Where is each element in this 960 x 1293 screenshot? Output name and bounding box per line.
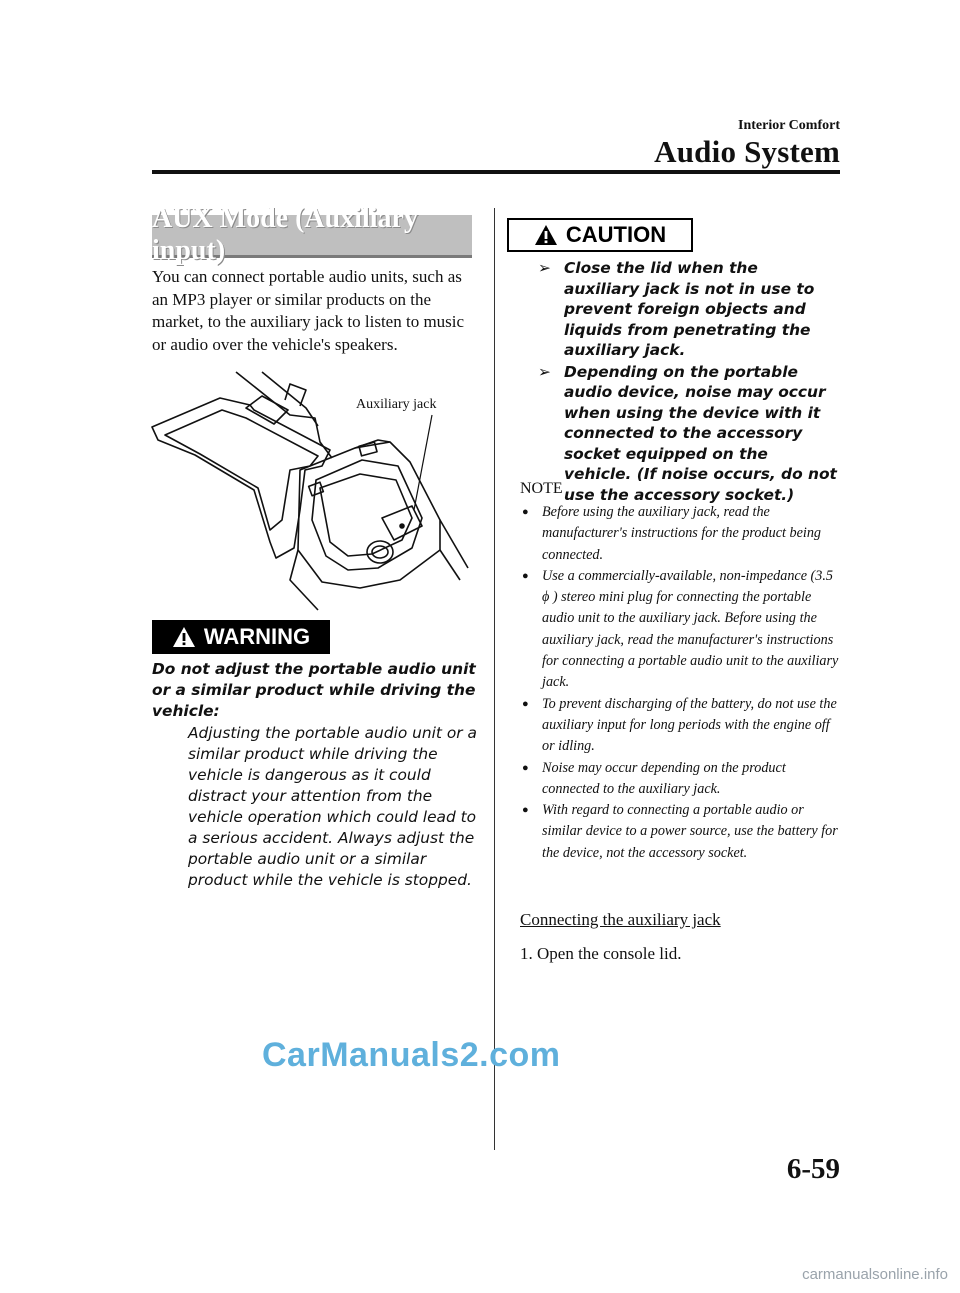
- note-item: [522, 800, 840, 864]
- intro-paragraph: You can connect portable audio units, such as an MP3 player or similar products on the market, to the auxiliary jack to listen to music or audio over the vehicle's speakers.: [152, 267, 465, 354]
- footer-site-link[interactable]: carmanualsonline.info: [802, 1266, 948, 1283]
- bullet-icon: ●: [522, 697, 529, 710]
- note-item: [522, 502, 840, 566]
- caution-triangle-icon: [534, 224, 558, 246]
- caution-item: [538, 362, 838, 506]
- column-divider: [494, 208, 495, 1150]
- chapter-title: Audio System: [654, 134, 840, 169]
- note-item-text: Use a commercially-available, non-impedance (3.5 ϕ ) stereo mini plug for connecting the portable audio unit to the auxiliary jack. Before using the auxiliary jack, read the manufacturer's instructions for connecting a portable audio unit to the auxiliary jack.: [542, 567, 839, 691]
- caution-label: [507, 218, 693, 252]
- step-1: 1. Open the console lid.: [520, 944, 682, 963]
- warning-triangle-icon: [172, 626, 196, 648]
- note-item-text: Noise may occur depending on the product connected to the auxiliary jack.: [542, 759, 786, 797]
- note-item-text: Before using the auxiliary jack, read the manufacturer's instructions for the product being connected.: [542, 504, 822, 563]
- section-title: Interior Comfort: [738, 118, 840, 133]
- note-item: [522, 758, 840, 801]
- bullet-icon: ●: [522, 761, 529, 774]
- page-number: 6-59: [786, 1153, 840, 1185]
- arrowhead-icon: ➢: [538, 259, 551, 277]
- note-item-text: With regard to connecting a portable audio or similar device to a power source, use the battery for the device, not the accessory socket.: [542, 802, 838, 861]
- caution-list: [538, 258, 838, 506]
- caution-item: [538, 258, 838, 361]
- bullet-icon: ●: [522, 506, 529, 518]
- header-rule: [152, 170, 840, 174]
- note-item: [522, 694, 840, 758]
- warning-heading: Do not adjust the portable audio unit or a similar product while driving the vehicle:: [152, 660, 476, 720]
- caution-item-text: Close the lid when the auxiliary jack is not in use to prevent foreign objects and liquids from penetrating the auxiliary jack.: [564, 259, 815, 359]
- caution-text: CAUTION: [565, 222, 667, 247]
- warning-body: Adjusting the portable audio unit or a similar product while driving the vehicle is dangerous as it could distract your attention from the vehicle operation which could lead to a serious accident. Always adjust the portable audio unit or a similar product while the vehicle is stopped.: [188, 724, 477, 889]
- note-list: [522, 502, 840, 864]
- arrowhead-icon: ➢: [538, 362, 551, 381]
- bullet-icon: ●: [522, 804, 529, 817]
- warning-label: [152, 620, 330, 654]
- caution-item-text: Depending on the portable audio device, noise may occur when using the device with it connected to the accessory socket equipped on the vehicle. (If noise occurs, do not use the accessory socket.): [564, 362, 837, 504]
- connecting-heading: Connecting the auxiliary jack: [520, 910, 721, 929]
- note-item: [522, 566, 840, 694]
- bullet-icon: ●: [522, 569, 529, 582]
- warning-text: WARNING: [203, 624, 311, 649]
- note-item-text: To prevent discharging of the battery, do not use the auxiliary input for long periods with the engine off or idling.: [542, 695, 837, 755]
- watermark-link[interactable]: CarManuals2.com: [262, 1036, 561, 1074]
- auxiliary-jack-callout: Auxiliary jack: [356, 397, 437, 412]
- note-label: NOTE: [520, 480, 563, 497]
- aux-mode-banner: AUX Mode (Auxiliary input): [152, 215, 472, 258]
